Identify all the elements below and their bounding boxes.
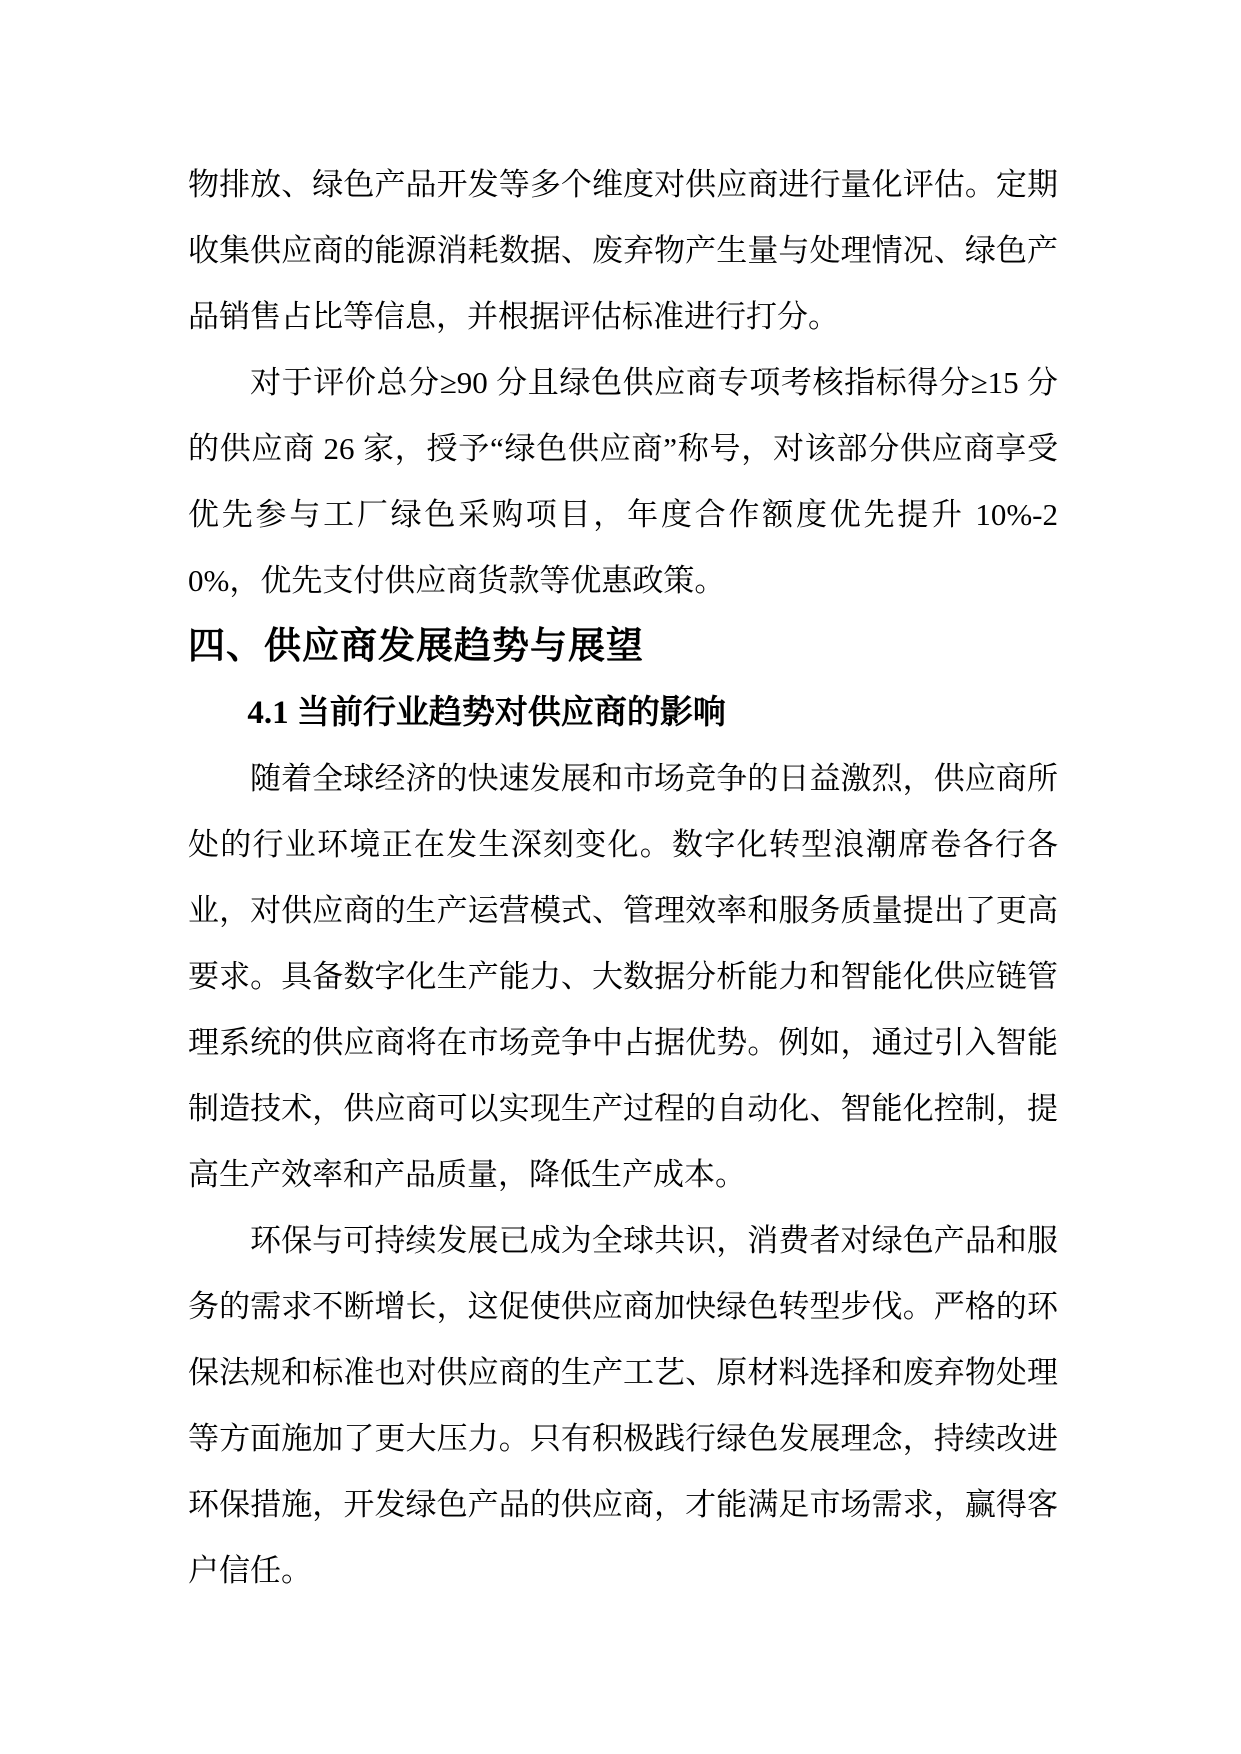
paragraph-quantified-evaluation: 物排放、绿色产品开发等多个维度对供应商进行量化评估。定期收集供应商的能源消耗数据、废弃物产生量与处理情况、绿色产品销售占比等信息，并根据评估标准进行打分。	[188, 167, 1058, 334]
paragraph-industry-trends: 随着全球经济的快速发展和市场竞争的日益激烈，供应商所处的行业环境正在发生深刻变化。数字化转型浪潮席卷各行各业，对供应商的生产运营模式、管理效率和服务质量提出了更高要求。具备数字化生产能力、大数据分析能力和智能化供应链管理系统的供应商将在市场竞争中占据优势。例如，通过引入智能制造技术，供应商可以实现生产过程的自动化、智能化控制，提高生产效率和产品质量，降低生产成本。	[188, 761, 1058, 1192]
paragraph-sustainability: 环保与可持续发展已成为全球共识，消费者对绿色产品和服务的需求不断增长，这促使供应商加快绿色转型步伐。严格的环保法规和标准也对供应商的生产工艺、原材料选择和废弃物处理等方面施加了更大压力。只有积极践行绿色发展理念，持续改进环保措施，开发绿色产品的供应商，才能满足市场需求，赢得客户信任。	[188, 1223, 1058, 1588]
paragraph-green-supplier-award: 对于评价总分≥90 分且绿色供应商专项考核指标得分≥15 分的供应商 26 家，授予“绿色供应商”称号，对该部分供应商享受优先参与工厂绿色采购项目，年度合作额度优先提升 10%-20%，优先支付供应商货款等优惠政策。	[188, 365, 1058, 598]
subsection-heading-industry-trends-impact: 4.1 当前行业趋势对供应商的影响	[247, 695, 726, 731]
section-heading-supplier-development-outlook: 四、供应商发展趋势与展望	[188, 626, 644, 667]
